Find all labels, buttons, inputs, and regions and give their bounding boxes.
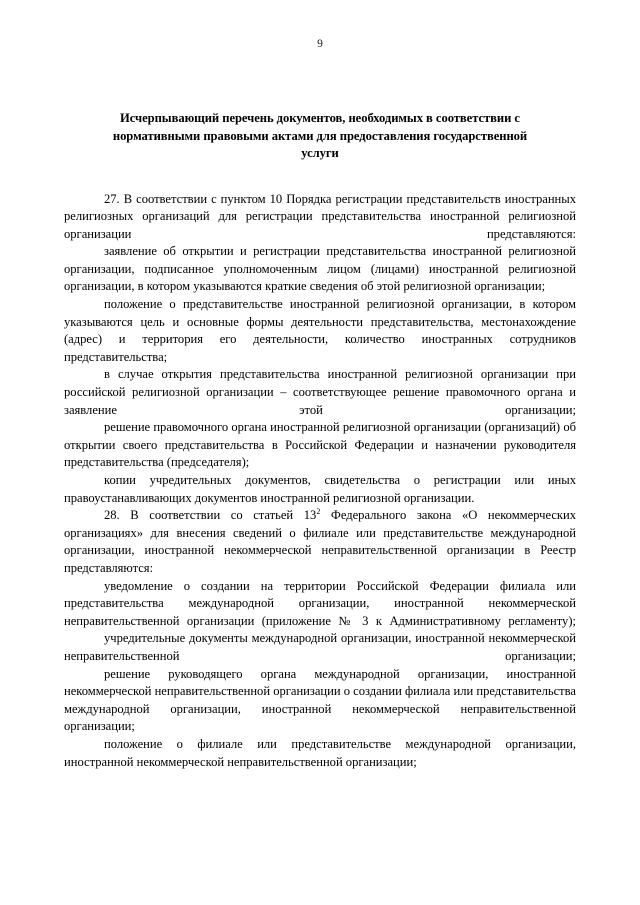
page-title-line-3: услуги (301, 146, 339, 160)
paragraph-28-superscript: 2 (316, 507, 321, 516)
paragraph-28-text-before: 28. В соответствии со статьей 13 (104, 508, 317, 523)
paragraph-27-item-3: в случае открытия представительства иностранной религиозной организации при российской религиозной организации – соответствующее решение правомочного органа и заявление этой организации; (64, 367, 576, 417)
document-body (64, 191, 576, 772)
paragraph-27-item-4: решение правомочного органа иностранной религиозной организации (организаций) об открытии своего представительства в Российской Федерации и назначении руководителя представительства (председателя); (64, 420, 576, 470)
paragraph-28-item-4: положение о филиале или представительстве международной организации, иностранной некоммерческой неправительственной организации; (64, 736, 576, 769)
paragraph-27-item-5: копии учредительных документов, свидетельства о регистрации или иных правоустанавливающих документов иностранной религиозной организации. (64, 473, 576, 505)
page-number: 9 (317, 38, 323, 50)
document-content (64, 110, 576, 771)
paragraph-28-item-2: учредительные документы международной организации, иностранной некоммерческой неправительственной организации; (64, 631, 576, 663)
paragraph-27-item-1: заявление об открытии и регистрации представительства иностранной религиозной организации, подписанное уполномоченным лицом (лицами) иностранной религиозной организации, в котором указываются краткие сведения об этой религиозной организации; (64, 244, 576, 294)
paragraph-27-item-2: положение о представительстве иностранной религиозной организации, в котором указываются цель и основные формы деятельности представительства, местонахождение (адрес) и территория его деятельности, количество иностранных сотрудников представительства; (64, 297, 576, 364)
paragraph-28-item-3: решение руководящего органа международной организации, иностранной некоммерческой неправительственной организации о создании филиала или представительства международной организации, иностранной некоммерческой неправительственной организации; (64, 666, 576, 734)
paragraph-28 (64, 507, 576, 577)
page-title-line-2: нормативными правовыми актами для предоставления государственной (112, 128, 528, 143)
page-title (64, 110, 576, 163)
page-title-line-1: Исчерпывающий перечень документов, необходимых в соответствии с (120, 111, 520, 125)
paragraph-27: 27. В соответствии с пунктом 10 Порядка регистрации представительств иностранных религиозных организаций для регистрации представительства иностранной религиозной организации представляются: (64, 191, 576, 241)
paragraph-28-text-after: Федерального закона «О некоммерческих организациях» для внесения сведений о филиале или представительстве международной организации, иностранной некоммерческой неправительственной организации в Реестр представляются: (64, 508, 576, 575)
paragraph-28-item-1: уведомление о создании на территории Российской Федерации филиала или представительства международной организации, иностранной некоммерческой неправительственной организации (приложение № 3 к Административному регламенту); (64, 578, 576, 628)
